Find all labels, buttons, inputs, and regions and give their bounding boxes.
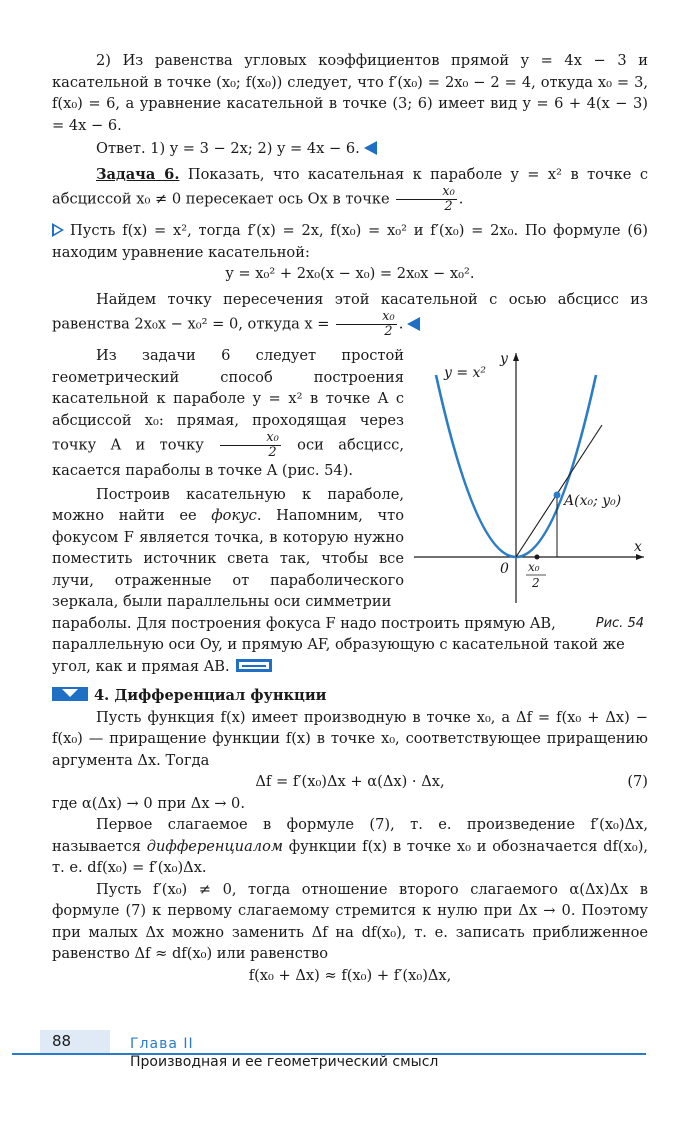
page-content [52,50,648,986]
y-axis-label: y [500,351,508,367]
curve-label: y = x² [444,365,487,381]
focus-paragraph [52,484,404,613]
fraction-numerator: x₀ [220,431,281,446]
geometric-method-text-end: оси абсцисс, касается параболы в точке A (рис. 54). [52,436,404,479]
geometric-method-paragraph [52,345,404,482]
differential-term: дифференциалом [146,837,283,855]
fraction-numerator: x₀ [396,185,457,200]
formula-7-line [52,771,648,793]
focus-text-1: Построив касательную к параболе, можно найти ее [52,485,404,524]
alpha-condition: где α(Δx) → 0 при Δx → 0. [52,794,245,812]
approximation-formula: f(x₀ + Δx) ≈ f(x₀) + f′(x₀)Δx, [248,966,452,984]
section-marker-icon [52,687,88,701]
figure-side-text [52,345,404,613]
page-number-background [40,1030,110,1054]
section-title: 4. Дифференциал функции [94,687,327,704]
geometric-method-text: Из задачи 6 следует простой геометрический способ построения касательной к параболе y = x² в точке A с абсциссой x₀: прямая, проходящая через точку A и точку [52,347,404,454]
fraction-denominator: 2 [268,445,277,460]
paragraph-solution-part2: 2) Из равенства угловых коэффициентов прямой y = 4x − 3 и касательной в точке (x₀; f(x₀)) следует, что f′(x₀) = 2x₀ − 2 = 4, откуда x₀ = 3, f(x₀) = 6, а уравнение касательной в точке (3; 6) имеет вид y = 6 + 4(x − 3) = 4x − 6. [52,52,648,134]
approximation-paragraph: Пусть f′(x₀) ≠ 0, тогда отношение второго слагаемого α(Δx)Δx в формуле (7) к первому слагаемому стремится к нулю при Δx → 0. Поэтому при малых Δx можно заменить Δf на df(x₀), т. е. записать приближенное равенство Δf ≈ df(x₀) или равенство [52,880,648,962]
end-of-topic-icon [236,659,272,672]
fraction-denominator: 2 [444,199,453,214]
fraction-x0-over-2 [396,185,457,214]
end-of-solution-icon [407,317,420,331]
solution-start [52,220,648,263]
fraction-numerator: x₀ [336,310,397,325]
fraction-denominator: 2 [384,324,393,339]
point-x0-half-marker [535,555,540,560]
task-label: Задача 6. [96,165,180,183]
origin-label: 0 [500,561,509,577]
differential-definition [52,814,648,879]
page-footer [0,1020,700,1129]
figure-caption: Рис. 54 [595,616,644,631]
figure-block [52,345,648,631]
solution-intersection: Найдем точку пересечения этой касательной с осью абсцисс из равенства 2x₀x − x₀² = 0, откуда x = $\frac{\text{x₀}}{2}$ . [52,290,648,339]
focus-construction-paragraph: параболы. Для построения фокуса F надо построить прямую AB, параллельную оси Oy, и прямую AF, образующую с касательной такой же угол, как и прямая AB. [52,614,625,675]
differential-definition-intro: Пусть функция f(x) имеет производную в точке x₀, а Δf = f(x₀ + Δx) − f(x₀) — приращение функции f(x) в точке x₀, соответствующее приращению аргумента Δx. Тогда [52,708,648,769]
point-a-label: A(x₀; y₀) [564,493,622,509]
chapter-label: Глава II [130,1036,194,1052]
end-of-solution-icon [364,141,377,155]
x-axis-label: x [634,539,642,555]
formula-7-number: (7) [627,773,648,790]
answer-line [52,138,648,160]
solution-text-1: Пусть f(x) = x², тогда f′(x) = 2x, f(x₀) = x₀² и f′(x₀) = 2x₀. По формуле (6) находим уравнение касательной: [52,222,648,261]
differential-text-2: функции f(x) в точке x₀ и обозначается df(x₀), т. е. df(x₀) = f′(x₀)Δx. [52,837,649,876]
chapter-title: Производная и ее геометрический смысл [130,1054,439,1070]
formula-7: Δf = f′(x₀)Δx + α(Δx) · Δx, [255,773,445,790]
focus-text-2: . Напомним, что фокусом F является точка, в которую нужно поместить источник света так, чтобы все лучи, отраженные от параболического зеркала, были параллельны оси симметрии [52,507,404,610]
fraction-x0-over-2-result [336,310,397,339]
start-of-solution-icon [52,223,64,237]
figure-54 [404,345,648,631]
tick-denominator: 2 [532,576,540,590]
differential-text-1: Первое слагаемое в формуле (7), т. е. произведение f′(x₀)Δx, называется [52,816,648,855]
point-a-marker [554,492,561,499]
section-heading [52,685,648,707]
task-6-statement: Задача 6. Показать, что касательная к параболе y = x² в точке с абсциссой x₀ ≠ 0 пересекает ось Ox в точке $\frac{\text{x₀}}{2}$ . [52,165,648,214]
page-number: 88 [52,1032,72,1050]
parabola-figure [404,345,648,607]
tangent-line [516,425,602,557]
answer-text: Ответ. 1) y = 3 − 2x; 2) y = 4x − 6. [96,140,360,157]
task-text: Показать, что касательная к параболе y = x² в точке с абсциссой x₀ ≠ 0 пересекает ось Ox в точке [52,165,648,208]
solution-text-2: Найдем точку пересечения этой касательной с осью абсцисс из равенства 2x₀x − x₀² = 0, откуда x = [52,290,648,333]
y-axis-arrow [513,353,519,361]
tick-numerator: x₀ [528,560,540,574]
tangent-equation: y = x₀² + 2x₀(x − x₀) = 2x₀x − x₀². [225,265,475,282]
fraction-x0-over-2-figure [220,431,281,460]
focus-term: фокус [211,507,257,524]
